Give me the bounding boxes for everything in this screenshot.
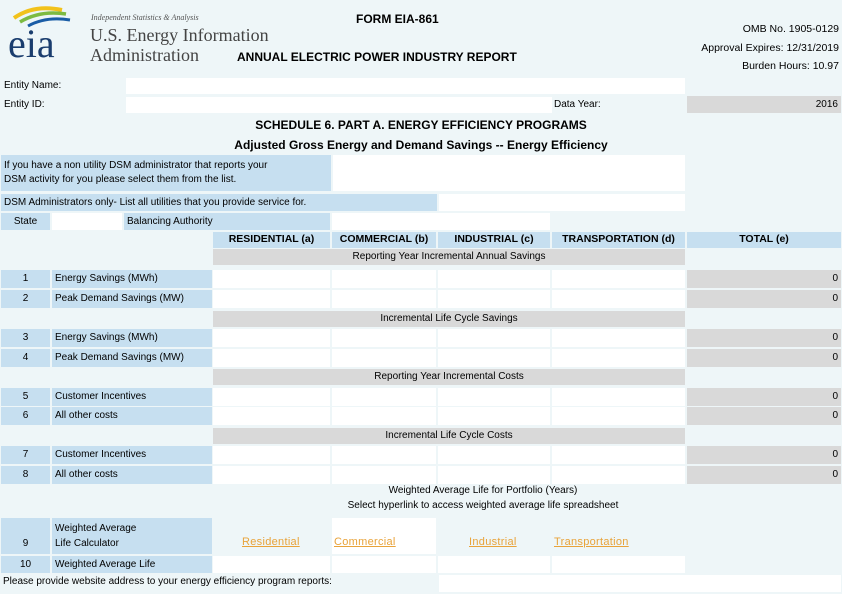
eia-logo [4,2,82,66]
cell-residential[interactable] [213,466,330,484]
approval-expires: Approval Expires: 12/31/2019 [701,42,839,54]
balancing-authority-field[interactable] [332,213,550,230]
column-header-industrial: INDUSTRIAL (c) [438,232,550,248]
row-label: Weighted Average Life [52,556,212,573]
entity-id-field[interactable] [126,97,552,113]
section-title: Reporting Year Incremental Annual Savings [213,249,685,265]
dsm-question-line1: If you have a non utility DSM administrator that reports your [4,160,268,171]
schedule-subtitle: Adjusted Gross Energy and Demand Savings -- Energy Efficiency [234,138,608,152]
cell-commercial[interactable] [332,290,436,308]
row9-label-line2: Life Calculator [55,538,119,549]
cell-commercial[interactable] [332,388,436,406]
row-label: Customer Incentives [52,446,212,464]
website-prompt: Please provide website address to your energy efficiency program reports: [3,576,332,587]
section-title: Incremental Life Cycle Savings [213,311,685,327]
weighted-title: Weighted Average Life for Portfolio (Years) [388,485,578,496]
row-label: Peak Demand Savings (MW) [52,290,212,308]
section-title: Incremental Life Cycle Costs [213,428,685,444]
cell-total: 0 [687,466,841,484]
row-label: Customer Incentives [52,388,212,406]
row-number: 10 [1,556,50,573]
cell-industrial[interactable] [438,329,550,347]
website-field[interactable] [439,575,841,592]
cell-transportation[interactable] [552,407,685,425]
weighted-subtitle: Select hyperlink to access weighted average life spreadsheet [347,500,619,511]
cell-residential[interactable] [213,388,330,406]
row-number [1,518,50,554]
row-label: All other costs [52,407,212,425]
form-title: FORM EIA-861 [356,12,439,26]
cell-transportation[interactable] [552,329,685,347]
burden-hours: Burden Hours: 10.97 [742,60,839,72]
cell-commercial[interactable] [332,466,436,484]
cell-residential[interactable] [213,349,330,367]
entity-name-label: Entity Name: [4,80,62,91]
cell-total: 0 [687,349,841,367]
row-number: 8 [1,466,50,484]
agency-name-line1: U.S. Energy Information [90,25,269,45]
cell-residential[interactable] [213,407,330,425]
entity-name-field[interactable] [126,78,685,94]
dsm-admin-list-field[interactable] [439,194,685,211]
cell-industrial[interactable] [438,290,550,308]
row-number: 7 [1,446,50,464]
row-label: Peak Demand Savings (MW) [52,349,212,367]
cell-transportation[interactable] [552,349,685,367]
cell-industrial[interactable] [438,349,550,367]
dsm-question-line2: DSM activity for you please select them from the list. [4,174,237,185]
link-transportation[interactable]: Transportation [554,536,629,548]
column-header-residential: RESIDENTIAL (a) [213,232,330,248]
cell-total: 0 [687,270,841,288]
cell-industrial[interactable] [438,388,550,406]
wal-transportation[interactable] [552,556,685,573]
cell-transportation[interactable] [552,446,685,464]
row-number: 5 [1,388,50,406]
agency-tagline: Independent Statistics & Analysis [91,13,199,22]
cell-total: 0 [687,407,841,425]
column-header-commercial: COMMERCIAL (b) [332,232,436,248]
cell-commercial[interactable] [332,349,436,367]
dsm-admin-select[interactable] [333,155,685,191]
link-industrial[interactable]: Industrial [469,536,517,548]
cell-transportation[interactable] [552,466,685,484]
section-title: Reporting Year Incremental Costs [213,369,685,385]
data-year-label: Data Year: [554,99,601,110]
cell-total: 0 [687,446,841,464]
state-field[interactable] [52,213,122,230]
logo-text: eia [8,21,55,66]
cell-industrial[interactable] [438,466,550,484]
cell-industrial[interactable] [438,270,550,288]
dsm-admin-note: DSM Administrators only- List all utilities that you provide service for. [1,194,437,211]
row-number-9: 9 [22,538,29,549]
report-title: ANNUAL ELECTRIC POWER INDUSTRY REPORT [237,50,517,64]
row-label: Energy Savings (MWh) [52,270,212,288]
cell-commercial[interactable] [332,270,436,288]
cell-total: 0 [687,329,841,347]
cell-residential[interactable] [213,270,330,288]
agency-name-line2: Administration [90,45,199,65]
cell-total: 0 [687,388,841,406]
schedule-title: SCHEDULE 6. PART A. ENERGY EFFICIENCY PROGRAMS [255,118,587,132]
balancing-authority-label: Balancing Authority [124,213,330,230]
column-header-total: TOTAL (e) [687,232,841,248]
wal-residential[interactable] [213,556,330,573]
wal-commercial[interactable] [332,556,436,573]
dsm-question [1,155,331,191]
cell-industrial[interactable] [438,446,550,464]
row-label [52,518,212,554]
cell-residential[interactable] [213,290,330,308]
cell-total: 0 [687,290,841,308]
row-label: Energy Savings (MWh) [52,329,212,347]
link-commercial[interactable]: Commercial [334,536,396,548]
row-number: 2 [1,290,50,308]
row9-label-line1: Weighted Average [55,523,137,534]
row-label: All other costs [52,466,212,484]
cell-commercial[interactable] [332,407,436,425]
state-label: State [1,213,50,230]
cell-residential[interactable] [213,446,330,464]
row-number: 4 [1,349,50,367]
data-year-value: 2016 [687,96,841,113]
link-residential[interactable]: Residential [242,536,300,548]
wal-industrial[interactable] [438,556,550,573]
row-number: 1 [1,270,50,288]
cell-industrial[interactable] [438,407,550,425]
cell-commercial[interactable] [332,329,436,347]
cell-commercial[interactable] [332,446,436,464]
row-number: 6 [1,407,50,425]
entity-id-label: Entity ID: [4,99,45,110]
cell-transportation[interactable] [552,270,685,288]
column-header-transportation: TRANSPORTATION (d) [552,232,685,248]
row-number: 3 [1,329,50,347]
cell-residential[interactable] [213,329,330,347]
cell-transportation[interactable] [552,388,685,406]
omb-number: OMB No. 1905-0129 [742,23,839,35]
cell-transportation[interactable] [552,290,685,308]
